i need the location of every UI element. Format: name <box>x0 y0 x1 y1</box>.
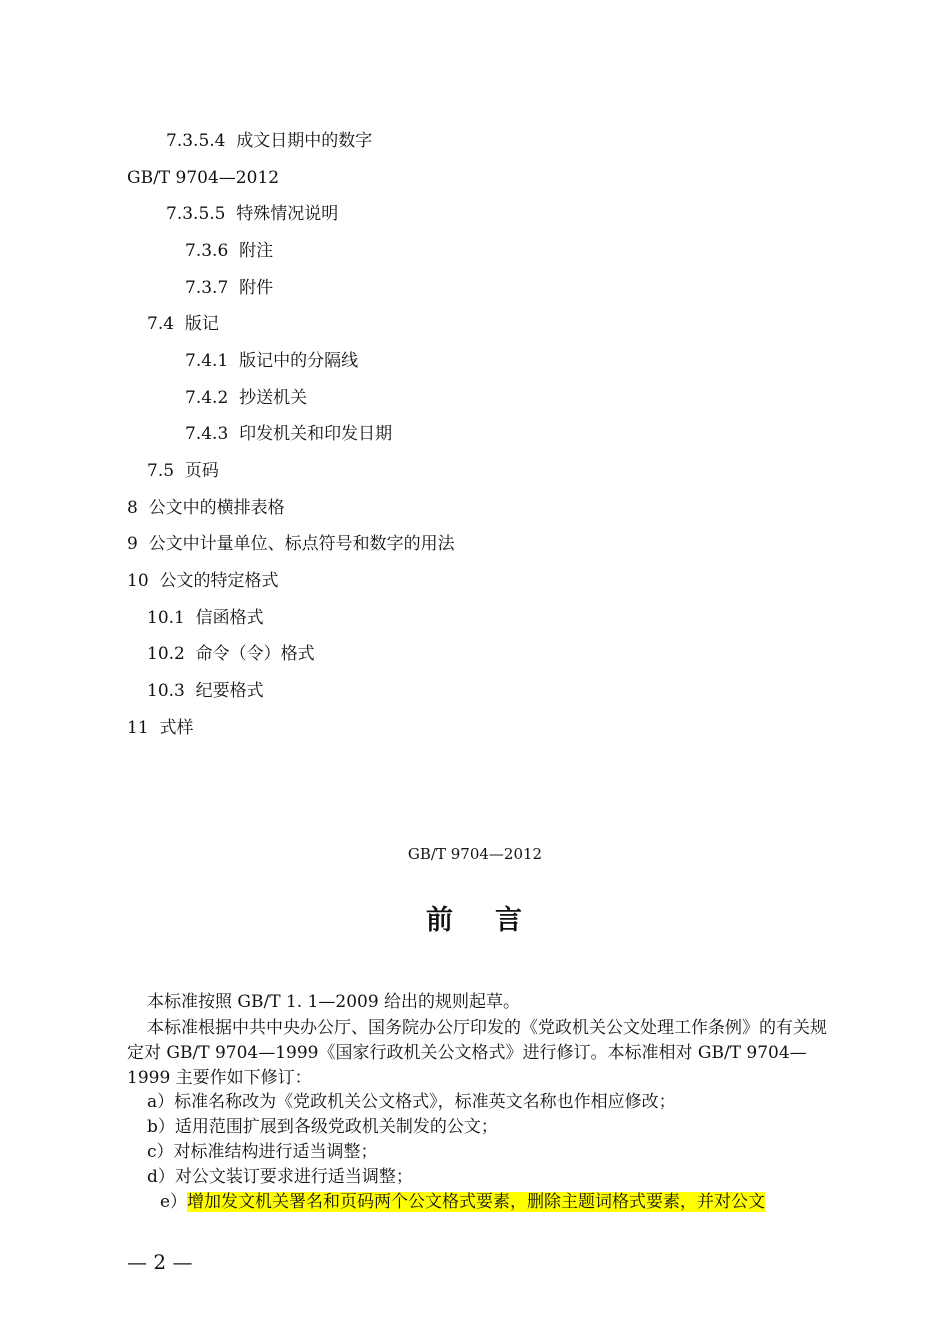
toc-item-10-2: 10.2 命令（令）格式 <box>147 644 315 664</box>
toc-item-7-4-1: 7.4.1 版记中的分隔线 <box>185 351 359 371</box>
toc-item-9: 9 公文中计量单位、标点符号和数字的用法 <box>127 534 455 554</box>
page-number: — 2 — <box>127 1250 193 1274</box>
section-header: GB/T 9704—2012 <box>407 845 543 863</box>
toc-item-7-3-5-4: 7.3.5.4 成文日期中的数字 <box>166 131 373 151</box>
preface-paragraph-1: 本标准按照 GB/T 1. 1—2009 给出的规则起草。 <box>147 992 521 1012</box>
preface-item-e: e）增加发文机关署名和页码两个公文格式要素，删除主题词格式要素，并对公文 <box>160 1192 766 1212</box>
toc-item-7-3-6: 7.3.6 附注 <box>185 241 274 261</box>
preface-item-a: a）标准名称改为《党政机关公文格式》，标准英文名称也作相应修改； <box>147 1092 676 1112</box>
preface-item-b: b）适用范围扩展到各级党政机关制发的公文； <box>147 1117 498 1137</box>
highlighted-text: 增加发文机关署名和页码两个公文格式要素，删除主题词格式要素，并对公文 <box>187 1192 766 1212</box>
running-header: GB/T 9704—2012 <box>127 168 280 188</box>
preface-item-d: d）对公文装订要求进行适当调整； <box>147 1167 413 1187</box>
toc-item-7-4-2: 7.4.2 抄送机关 <box>185 388 308 408</box>
toc-item-11: 11 式样 <box>127 718 194 738</box>
toc-item-8: 8 公文中的横排表格 <box>127 498 285 518</box>
toc-item-7-3-5-5: 7.3.5.5 特殊情况说明 <box>166 204 339 224</box>
toc-item-7-5: 7.5 页码 <box>147 461 219 481</box>
preface-paragraph-2: 本标准根据中共中央办公厅、国务院办公厅印发的《党政机关公文处理工作条例》的有关规定对 GB/T 9704—1999《国家行政机关公文格式》进行修订。本标准相对 GB/T 9704—1999 主要作如下修订： <box>127 1018 827 1088</box>
page-title: 前 言 <box>426 905 524 936</box>
preface-item-c: c）对标准结构进行适当调整； <box>147 1142 378 1162</box>
toc-item-10-3: 10.3 纪要格式 <box>147 681 264 701</box>
toc-item-10: 10 公文的特定格式 <box>127 571 279 591</box>
toc-item-7-3-7: 7.3.7 附件 <box>185 278 274 298</box>
toc-item-7-4-3: 7.4.3 印发机关和印发日期 <box>185 424 393 444</box>
toc-item-7-4: 7.4 版记 <box>147 314 219 334</box>
toc-item-10-1: 10.1 信函格式 <box>147 608 264 628</box>
